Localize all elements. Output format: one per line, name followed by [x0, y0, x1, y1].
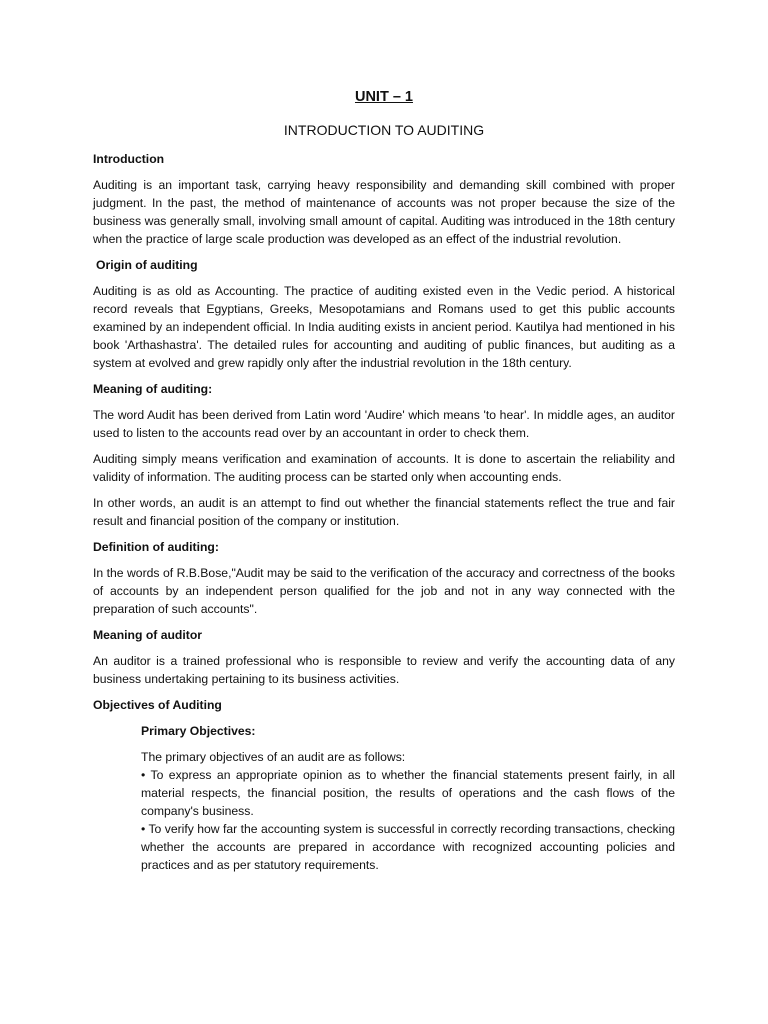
primary-objectives-intro: The primary objectives of an audit are as follows:: [141, 750, 406, 764]
meaning-paragraph-3: In other words, an audit is an attempt to find out whether the financial statements reflect the true and fair result and financial position of the company or institution.: [93, 496, 675, 528]
auditor-paragraph: An auditor is a trained professional who is responsible to review and verify the accounting data of any business undertaking pertaining to its business activities.: [93, 654, 675, 686]
primary-objective-bullet-1: • To express an appropriate opinion as to whether the financial statements present fairly, in all material respects, the financial position, the results of operations and the cash flows of the company's business.: [141, 768, 675, 818]
unit-title: UNIT – 1: [354, 89, 413, 105]
primary-objectives-list: [93, 748, 675, 874]
primary-objective-bullet-2: • To verify how far the accounting system is successful in correctly recording transactions, checking whether the accounts are prepared in accordance with recognized accounting policies and practices and as per statutory requirements.: [141, 822, 675, 872]
origin-heading: Origin of auditing: [96, 258, 198, 272]
objectives-heading: Objectives of Auditing: [93, 698, 222, 712]
introduction-heading: Introduction: [93, 152, 165, 166]
definition-paragraph: In the words of R.B.Bose,"Audit may be said to the verification of the accuracy and correctness of the books of accounts by an independent person qualified for the job and not in any way connected with the preparation of such accounts".: [93, 566, 675, 616]
origin-paragraph: Auditing is as old as Accounting. The practice of auditing existed even in the Vedic period. A historical record reveals that Egyptians, Greeks, Mesopotamians and Romans used to get this public accounts examined by an independent official. In India auditing exists in ancient period. Kautilya had mentioned in his book 'Arthashastra'. The detailed rules for accounting and auditing of public finances, but auditing as a system at evolved and grew rapidly only after the industrial revolution in the 18th century.: [93, 284, 675, 370]
meaning-heading: Meaning of auditing:: [93, 382, 213, 396]
document-page: [93, 86, 675, 874]
main-title: INTRODUCTION TO AUDITING: [283, 122, 485, 138]
definition-heading: Definition of auditing:: [93, 540, 219, 554]
introduction-paragraph: Auditing is an important task, carrying heavy responsibility and demanding skill combined with proper judgment. In the past, the method of maintenance of accounts was not proper because the size of the business was generally small, involving small amount of capital. Auditing was introduced in the 18th century when the practice of large scale production was developed as an effect of the industrial revolution.: [93, 178, 675, 246]
primary-objectives-heading: Primary Objectives:: [141, 724, 256, 738]
meaning-paragraph-1: The word Audit has been derived from Latin word 'Audire' which means 'to hear'. In middle ages, an auditor used to listen to the accounts read over by an accountant in order to check them.: [93, 408, 675, 440]
meaning-paragraph-2: Auditing simply means verification and examination of accounts. It is done to ascertain the reliability and validity of information. The auditing process can be started only when accounting ends.: [93, 452, 675, 484]
auditor-heading: Meaning of auditor: [93, 628, 203, 642]
